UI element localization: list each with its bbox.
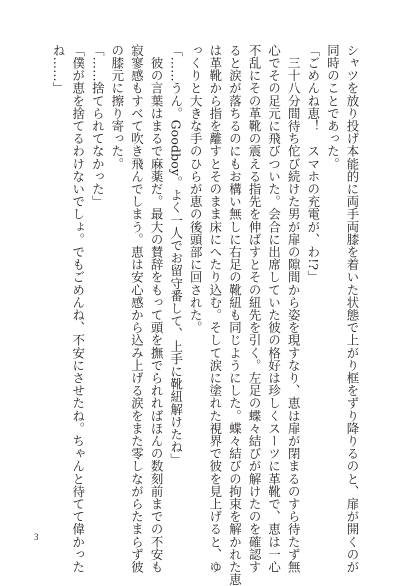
text-line-9: っくりと大きな手のひらが恵の後頭部に回された。 (188, 44, 204, 334)
vertical-text-body (32, 44, 362, 586)
text-line-14: 「……捨てられてなかった」 (90, 44, 106, 208)
text-line-10: 「……うん。Goodboy。よく一人でお留守番して、上手に靴紐解けたね」 (168, 44, 184, 466)
text-line-6: 不乱にその革靴の震える指先を伸ばすとその紐先を引く。左足の蝶々結びが解けたのを確認す (247, 44, 263, 574)
text-line-5: 心でその足元に飛びついた。会合に出席していた彼の格好は珍しくスーツに革靴で、恵は一心 (266, 44, 282, 574)
text-line-16: ね……」 (51, 44, 67, 95)
text-line-4: 三十八分間待ち佗び続けた男が扉の隙間から姿を現すなり、恵は扉が閉まるのすら待たず無 (286, 44, 302, 574)
text-line-1: シャツを放り投げ本能的に両手両膝を着いた状態で上がり框をずり降りるのと、扉が開くのが (345, 44, 360, 574)
text-line-3: 「ごめんね恵！ スマホの充電が、わ!?」 (305, 44, 321, 283)
text-line-13: の膝元に擦り寄った。 (109, 44, 125, 170)
text-line-7: ると涙が落ちるのにもお構い無しに右足の靴紐も同じようにした。蝶々結びの拘束を解かれた恵 (227, 44, 243, 586)
page-number: 3 (34, 532, 39, 542)
text-line-12: 寂寥感もすべて吹き飛んでしまう。恵は安心感から込み上げる涙をまた零しながらたまらず彼 (129, 44, 145, 574)
text-line-15: 「僕が恵を捨てるわけないでしょ。でもごめんね、不安にさせたね。ちゃんと待てて偉かった (70, 44, 86, 574)
text-line-11: 彼の言葉はまるで麻薬だ。最大の賛辞をもって頭を撫でられればほんの数刻前までの不安も (149, 44, 165, 574)
text-line-8: は革靴から指を離すとそのまま床にへたり込む。そして涙に塗れた視界で彼を見上げると、ゆ (207, 44, 223, 574)
text-line-2: 同時のことであった。 (325, 44, 341, 170)
